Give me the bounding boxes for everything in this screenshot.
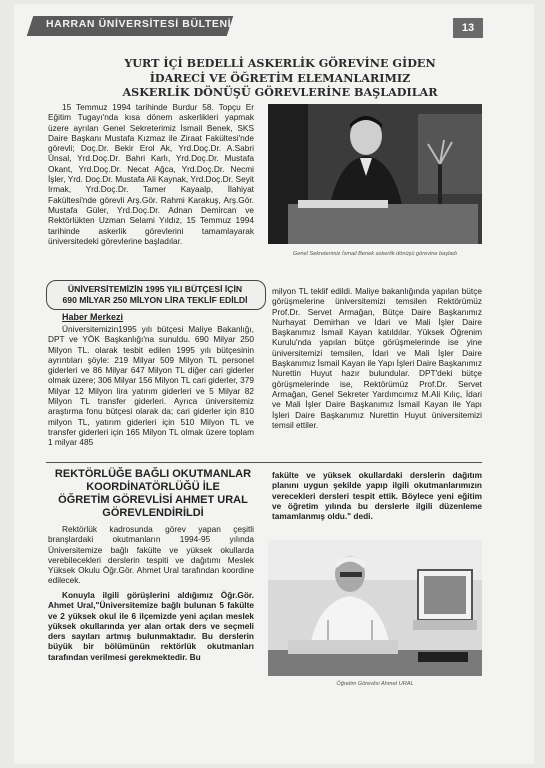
article2-body-right: milyon TL teklif edildi. Maliye bakanlığında yapılan bütçe görüşmelerine üniversitemizi temsilen Rektörümüz Prof.Dr. Servet Armağan, Bütçe Daire Başkanımız Nurhayat Demirhan ve İdari ve Mali İşler Daire Başkanımız İsmail Kayan katıldılar. Yüksek Öğrenim Kurulu'nda yapılan bütçe görüşmelerinde ise yine üniversitemizi temsilen, İdari ve Mali İşler Daire Başkanımız İsmail Kayan ile Yapı İşleri Daire Başkanımız Nurettin Huyut hazır bulundular. DPT'deki bütçe görüşmelerinde ise, Rektörümüz Prof.Dr. Servet Armağan, Genel Sekreter Yardımcımız M.Ali Kılıç, İdari ve Mali İşler Daire Başkanımız İsmail Kayan ile Yapı İşleri Daire Başkanımız Nurettin Huyut üniversitemizi temsil ettiler. (272, 286, 482, 430)
publication-title: HARRAN ÜNİVERSİTESİ BÜLTENİ (46, 18, 232, 30)
man-at-computer-photo (268, 540, 482, 676)
section-divider (46, 462, 482, 463)
article2-body-left: Üniversitemizin1995 yılı bütçesi Maliye Bakanlığı, DPT ve YÖK Başkanlığı'na sunuldu. 690 Milyar 250 Milyon TL. olarak tesbit edilen 1995 yılı bütçesinin ayrıntıları şöyle: 219 Milyar 509 Milyon TL personel giderleri ve 86 Milyar 647 Milyon TL diğer cari giderler olmak üzere; 306 Milyar 156 Milyon TL cari giderler, 379 Milyar 12 Milyon lira yatırım giderleri ve 5 Milyar 82 Milyon TL transfer giderleri. Ayrıca üniversitemiz araştırma fonu bütçesi olarak da; cari giderler için 810 milyon TL, yatırım giderleri için 510 Milyon TL ve transfer giderleri için 165 Milyon TL olmak üzere toplam 1 milyar 485 (48, 324, 254, 448)
article1-title-line3: ASKERLİK DÖNÜŞÜ GÖREVLERİNE BAŞLADILAR (122, 85, 438, 99)
article1-title-line1: YURT İÇİ BEDELLİ ASKERLİK GÖREVİNE GİDEN (124, 56, 436, 70)
article3-body-right: fakülte ve yüksek okullardaki derslerin dağıtım planını uygun şekilde yapıp ilgili okutmanlarımızın verecekleri dersleri tespit ettik. Böylece yeni eğitim ve öğretim yılında bu derslerle ilgili düzenleme tamamlanmış oldu." dedi. (272, 470, 482, 522)
article2-headline (46, 284, 264, 305)
article3-title-line4: GÖREVLENDİRİLDİ (102, 507, 204, 519)
article1-body: 15 Temmuz 1994 tarihinde Burdur 58. Topçu Er Eğitim Tugayı'nda kısa dönem askerlikleri yapmak üzere ayrılan Genel Sekreterimiz İsmail Benek, SKS Daire Başkanı Mustafa Kızmaz ile Ziraat Fakültesi'nde görevli; Doç.Dr. Bekir Erol Ak, Yrd.Doç.Dr. A.Sabri Ünsal, Yrd.Doç.Dr. Bahri Karlı, Yrd.Doç.Dr. Mustafa Okant, Yrd.Doç.Dr. Necat Ağca, Yrd.Doç.Dr. Necmi İşler, Yrd. Doç.Dr. Mustafa Ali Kaynak, Yrd.Doç.Dr. Seyit Irmak, Yrd.Doç.Dr. Tamer Kayaalp, İlahiyat Fakültesi'nde görevli Arş.Gör. Rahmi Karakuş, Arş.Gör. Mustafa Güler, Yrd.Doç.Dr. Adnan Demircan ve Rektörlükten Uzman Selami Yıldız, 15 Temmuz 1994 tarihinde askerlik görevlerini tamamlayarak üniversitedeki görevlerine başladılar. (48, 102, 254, 246)
article3-photo (268, 540, 482, 676)
article3-photo-caption: Öğretim Görevlisi Ahmet URAL (336, 681, 414, 687)
article3-body-p2: Konuyla ilgili görüşlerini aldığımız Öğr.Gör. Ahmet Ural,"Üniversitemize bağlı bulunan 5 fakülte ve 2 yüksek okul ile 6 ilçemizde yeni açılan meslek yüksek okullarında yer alan ortak ders ve seçmeli ders sayıları artmış bulunmaktadır. Bu derslerin büyük bir bölümünün rektörlük okutmanları tarafından verilmesi gerekmektedir. Bu (48, 590, 254, 662)
article3-title-line3: ÖĞRETİM GÖREVLİSİ AHMET URAL (58, 494, 248, 506)
page-number: 13 (453, 18, 483, 38)
article2-title-line2: 690 MİLYAR 250 MİLYON LİRA TEKLİF EDİLDİ (62, 294, 248, 305)
article1-photo-caption: Genel Sekreterimiz İsmail Benek askerlik dönüşü görevine başladı (292, 251, 458, 257)
man-at-desk-photo (268, 104, 482, 244)
article3-title-line2: KOORDİNATÖRLÜĞÜ İLE (86, 481, 220, 493)
article1-headline (90, 56, 470, 100)
article1-title-line2: İDARECİ VE ÖĞRETİM ELEMANLARIMIZ (149, 70, 411, 85)
article2-subheading: Haber Merkezi (62, 312, 124, 322)
article3-body-p1: Rektörlük kadrosunda görev yapan çeşitli branşlardaki okutmanların 1994-95 yılında Üniversitemize bağlı fakülte ve yüksek okullarda verebilecekleri derslerin tespiti ve dağıtımı Meslek Yüksek Okulu Öğr.Gör. Ahmet Ural tarafından koordine edilecek. (48, 524, 254, 586)
article3-headline (48, 468, 258, 520)
article2-title-line1: ÜNİVERSİTEMİZİN 1995 YILI BÜTÇESİ İÇİN (67, 284, 243, 294)
article3-title-line1: REKTÖRLÜĞE BAĞLI OKUTMANLAR (54, 468, 252, 480)
article1-photo (268, 104, 482, 244)
